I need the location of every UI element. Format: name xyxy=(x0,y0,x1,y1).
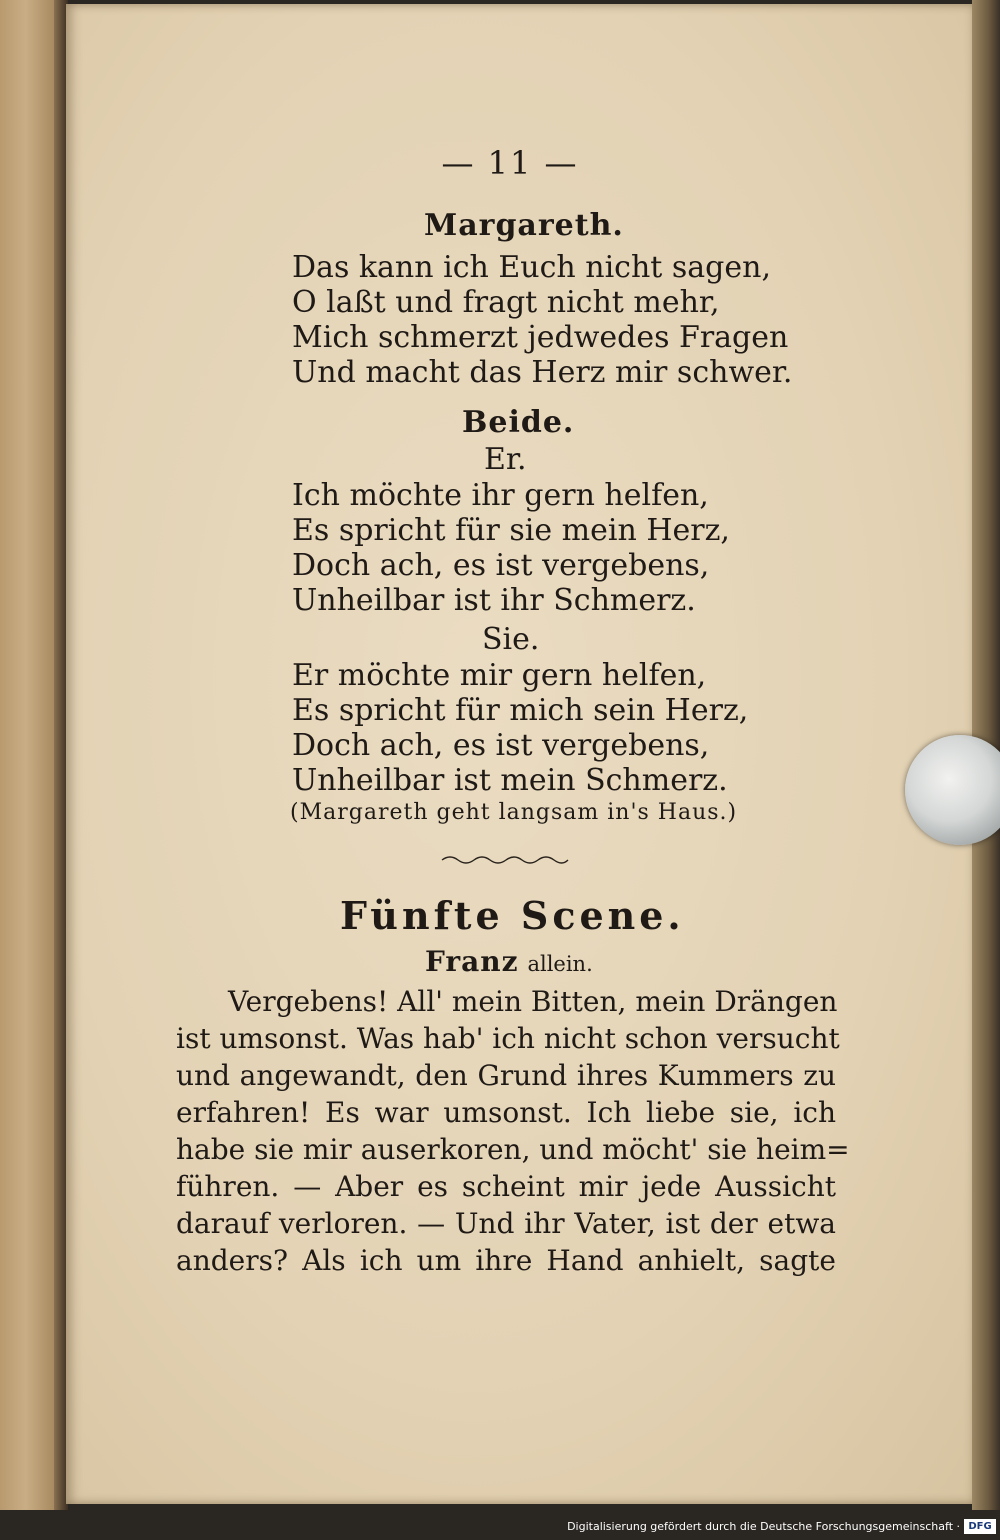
scene-title: Fünfte Scene. xyxy=(340,893,685,938)
prose-line: Vergebens! All' mein Bitten, mein Drängen xyxy=(228,985,838,1018)
speaker-franz: Franz xyxy=(425,945,519,978)
verse-line: Ich möchte ihr gern helfen, xyxy=(292,478,709,513)
speaker-beide: Beide. xyxy=(462,405,575,440)
verse-margareth xyxy=(292,250,792,390)
verse-line: Es spricht für sie mein Herz, xyxy=(292,513,730,548)
funding-note: Digitalisierung gefördert durch die Deutsche Forschungsgemeinschaft · xyxy=(567,1520,960,1533)
prose-line: ist umsonst. Was hab' ich nicht schon versucht xyxy=(176,1022,840,1055)
prose-line: erfahren! Es war umsonst. Ich liebe sie, ich xyxy=(176,1096,836,1129)
scene-speaker-line xyxy=(425,945,593,978)
verse-sie xyxy=(292,658,748,798)
verse-line: Doch ach, es ist vergebens, xyxy=(292,728,710,763)
verse-line: O laßt und fragt nicht mehr, xyxy=(292,285,720,320)
speaker-margareth: Margareth. xyxy=(424,208,624,243)
prose-line: habe sie mir auserkoren, und möcht' sie heim= xyxy=(176,1133,850,1166)
dfg-logo: DFG xyxy=(964,1519,996,1534)
subspeaker-sie: Sie. xyxy=(482,622,540,657)
ornament-divider xyxy=(440,850,570,868)
verse-line: Doch ach, es ist vergebens, xyxy=(292,548,710,583)
verse-line: Das kann ich Euch nicht sagen, xyxy=(292,250,771,285)
verse-line: Es spricht für mich sein Herz, xyxy=(292,693,749,728)
page-number: — 11 — xyxy=(441,144,579,182)
verse-line: Unheilbar ist ihr Schmerz. xyxy=(292,583,696,618)
stage-direction: (Margareth geht langsam in's Haus.) xyxy=(290,800,738,825)
verse-line: Er möchte mir gern helfen, xyxy=(292,658,707,693)
prose-line: und angewandt, den Grund ihres Kummers zu xyxy=(176,1059,836,1092)
speaker-direction: allein. xyxy=(527,952,593,976)
prose-line: darauf verloren. — Und ihr Vater, ist der etwa xyxy=(176,1207,836,1240)
verse-line: Mich schmerzt jedwedes Fragen xyxy=(292,320,789,355)
prose-paragraph xyxy=(176,983,850,1279)
verse-er xyxy=(292,478,730,618)
verse-line: Und macht das Herz mir schwer. xyxy=(292,355,793,390)
prose-line: anders? Als ich um ihre Hand anhielt, sagte xyxy=(176,1244,836,1277)
verse-line: Unheilbar ist mein Schmerz. xyxy=(292,763,728,798)
subspeaker-er: Er. xyxy=(484,442,527,477)
prose-line: führen. — Aber es scheint mir jede Aussicht xyxy=(176,1170,836,1203)
